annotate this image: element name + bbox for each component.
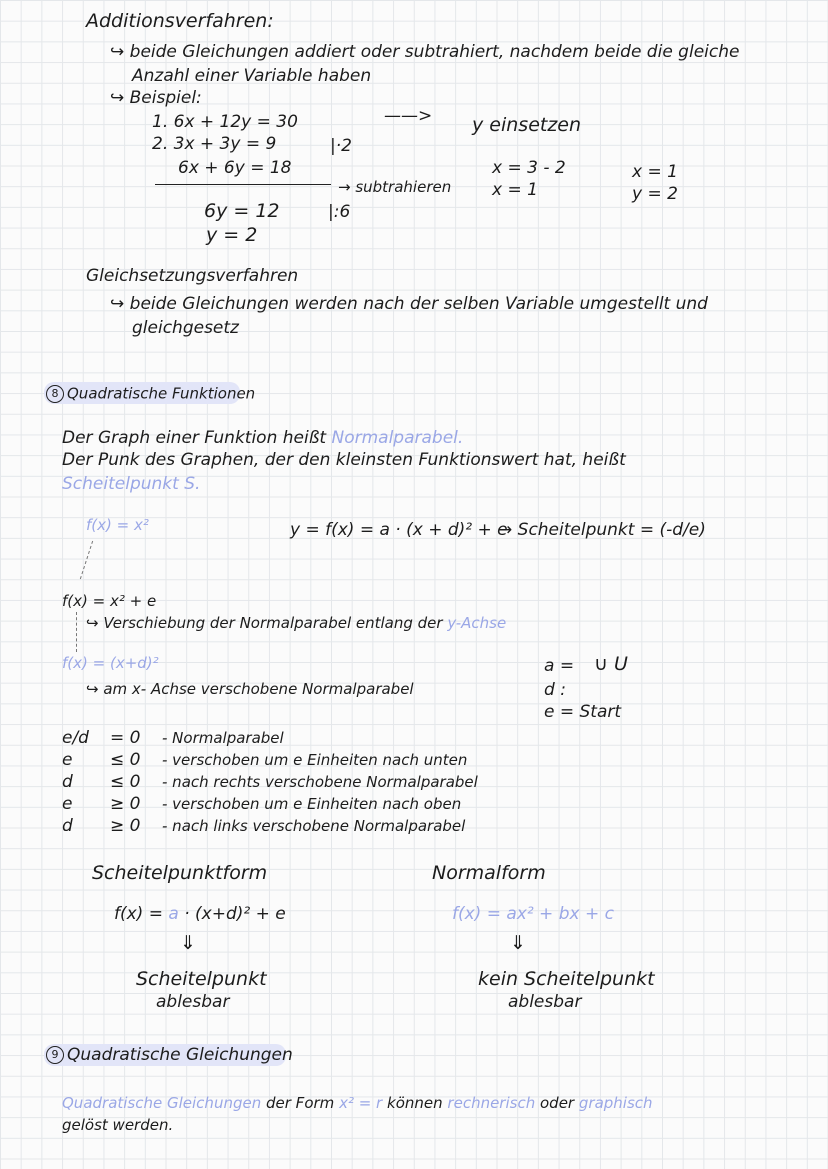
x-result: x = 1 xyxy=(492,180,538,200)
case-operator: ≤ 0 xyxy=(110,750,141,770)
case-operator: = 0 xyxy=(110,728,141,748)
or-text: oder xyxy=(540,1094,575,1112)
case-text: - nach rechts verschobene Normalparabel xyxy=(162,773,478,791)
equating-desc-1: ↪ beide Gleichungen werden nach der selben Variable umgestellt und xyxy=(110,294,708,314)
insert-arrow: ——> xyxy=(384,106,433,126)
case-variable: e xyxy=(62,750,73,770)
y-axis-term: y-Achse xyxy=(447,614,507,632)
equating-title: Gleichsetzungsverfahren xyxy=(86,266,299,286)
section-number-8: 8 xyxy=(46,385,64,403)
shift-y-text: ↪ Verschiebung der Normalparabel entlang der xyxy=(86,614,443,632)
general-form xyxy=(290,522,508,539)
normal-readable-2: ablesbar xyxy=(508,992,582,1012)
param-e: e = Start xyxy=(544,702,622,722)
equation-1: 1. 6x + 12y = 30 xyxy=(152,112,298,132)
arithmetic-term: rechnerisch xyxy=(447,1094,536,1112)
form-text: der Form xyxy=(266,1094,335,1112)
function-d: f(x) = (x+d)² xyxy=(62,654,159,672)
case-operator: ≥ 0 xyxy=(110,816,141,836)
divide-note: |:6 xyxy=(328,202,351,222)
insert-text: y einsetzen xyxy=(472,114,582,136)
case-variable: e/d xyxy=(62,728,89,748)
dashed-connector-1 xyxy=(80,541,93,579)
normal-readable-1: kein Scheitelpunkt xyxy=(478,968,655,990)
solution-y: y = 2 xyxy=(632,184,678,204)
addition-desc-2: Anzahl einer Variable haben xyxy=(132,66,372,86)
vertex-form-c: · (x+d)² + e xyxy=(178,904,286,924)
example-label: ↪ Beispiel: xyxy=(110,88,202,108)
vertex-readable-1: Scheitelpunkt xyxy=(136,968,267,990)
case-variable: e xyxy=(62,794,73,814)
section-8-heading xyxy=(46,385,255,403)
section-number-9: 9 xyxy=(46,1046,64,1064)
general-form-a: y = f(x) = xyxy=(290,520,380,540)
param-d: d : xyxy=(544,680,566,700)
equating-desc-2: gleichgesetz xyxy=(132,318,239,338)
shift-y-note xyxy=(86,616,506,631)
subtract-note: → subtrahieren xyxy=(338,178,452,196)
case-text: - nach links verschobene Normalparabel xyxy=(162,817,466,835)
vertex-form-a: f(x) = xyxy=(114,904,169,924)
vertex-readable-2: ablesbar xyxy=(156,992,230,1012)
vertex-form-coef: a xyxy=(168,904,179,924)
vertex-term: Scheitelpunkt S. xyxy=(62,474,201,494)
result-1: 6y = 12 xyxy=(204,200,280,222)
section-9-line-1 xyxy=(62,1096,653,1111)
normal-form-title: Normalform xyxy=(432,862,546,884)
x-calc: x = 3 - 2 xyxy=(492,158,566,178)
sum-line xyxy=(155,184,331,185)
dashed-connector-2 xyxy=(76,612,77,652)
addition-desc-1: ↪ beide Gleichungen addiert oder subtrahiert, nachdem beide die gleiche xyxy=(110,42,740,62)
quadratic-equations-term: Quadratische Gleichungen xyxy=(62,1094,262,1112)
vertex-form-title: Scheitelpunktform xyxy=(92,862,268,884)
can-text: können xyxy=(387,1094,443,1112)
case-variable: d xyxy=(62,772,73,792)
result-2: y = 2 xyxy=(206,224,258,246)
equation-3: 6x + 6y = 18 xyxy=(178,158,292,178)
normal-form-equation: f(x) = ax² + bx + c xyxy=(452,904,614,924)
case-text: - verschoben um e Einheiten nach oben xyxy=(162,795,462,813)
shift-x-note: ↪ am x- Achse verschobene Normalparabel xyxy=(86,680,414,698)
vertex-form-equation xyxy=(114,906,286,923)
normalparabel-term: Normalparabel. xyxy=(331,428,464,448)
graphic-term: graphisch xyxy=(578,1094,653,1112)
case-text: - verschoben um e Einheiten nach unten xyxy=(162,751,468,769)
parabel-shape-icon: ∪ U xyxy=(594,653,628,675)
section-9-title: Quadratische Gleichungen xyxy=(67,1045,293,1065)
definition-text: Der Graph einer Funktion heißt xyxy=(62,428,327,448)
addition-title: Additionsverfahren: xyxy=(86,10,274,32)
definition-line-1 xyxy=(62,430,463,447)
param-a: a = xyxy=(544,656,575,676)
case-text: - Normalparabel xyxy=(162,729,284,747)
section-8-title: Quadratische Funktionen xyxy=(67,384,256,403)
basic-function: f(x) = x² xyxy=(86,516,149,534)
function-e: f(x) = x² + e xyxy=(62,592,157,610)
solution-x: x = 1 xyxy=(632,162,678,182)
form-equation: x² = r xyxy=(339,1094,383,1112)
multiply-note: |·2 xyxy=(330,136,352,156)
equation-2: 2. 3x + 3y = 9 xyxy=(152,134,277,154)
case-operator: ≤ 0 xyxy=(110,772,141,792)
down-arrow-icon: ⇓ xyxy=(510,932,526,954)
down-arrow-icon: ⇓ xyxy=(180,932,196,954)
case-variable: d xyxy=(62,816,73,836)
vertex-info: → Scheitelpunkt = (-d/e) xyxy=(498,520,706,540)
definition-line-2: Der Punk des Graphen, der den kleinsten Funktionswert hat, heißt xyxy=(62,450,626,470)
section-9-line-2: gelöst werden. xyxy=(62,1116,174,1134)
general-form-coef: a xyxy=(379,520,390,540)
section-9-heading xyxy=(46,1046,293,1064)
case-operator: ≥ 0 xyxy=(110,794,141,814)
general-form-c: · (x + d)² + e xyxy=(389,520,508,540)
